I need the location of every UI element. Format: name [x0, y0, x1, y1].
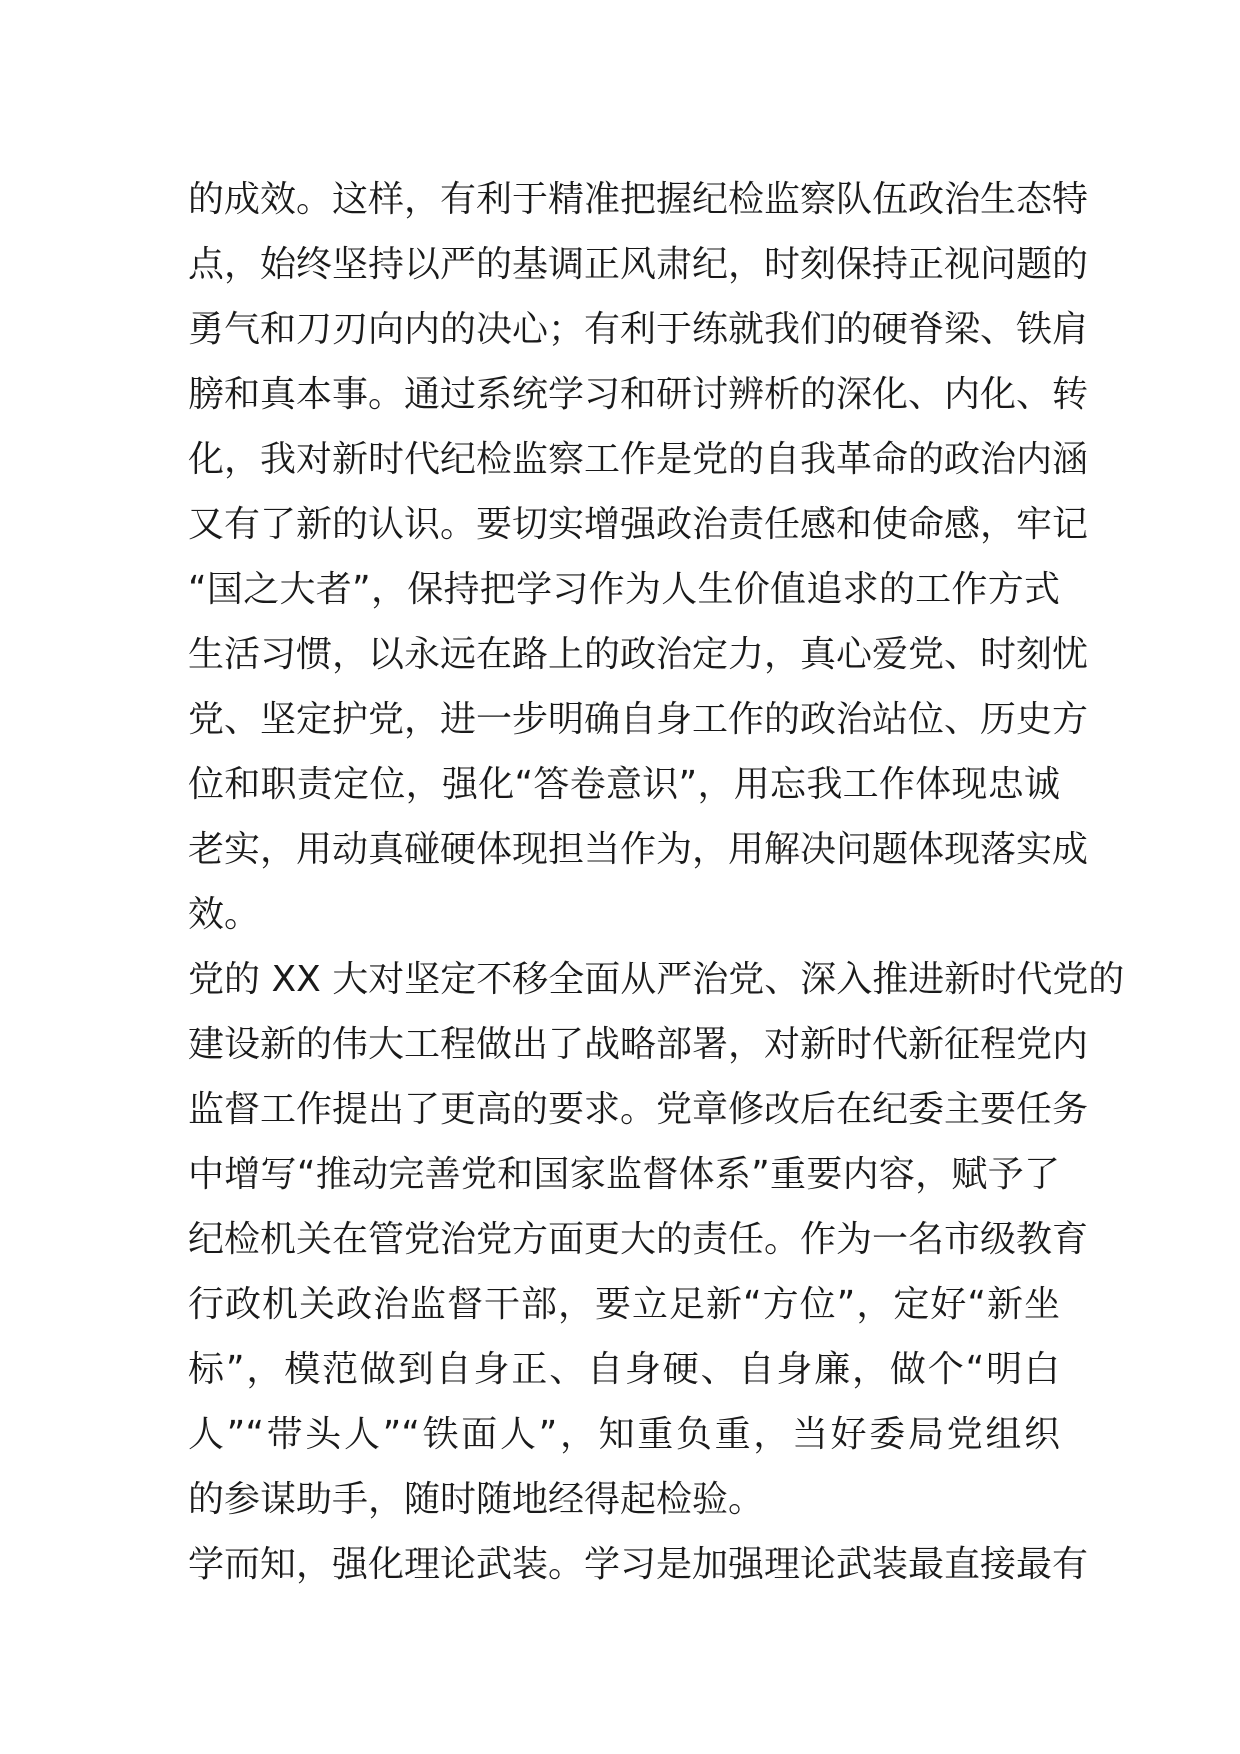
text-line: 膀和真本事。通过系统学习和研讨辨析的深化、内化、转: [188, 374, 1089, 415]
text-line: 生活习惯，以永远在路上的政治定力，真心爱党、时刻忧: [188, 634, 1089, 675]
text-line: 化，我对新时代纪检监察工作是党的自我革命的政治内涵: [188, 439, 1089, 480]
text-line: 党、坚定护党，进一步明确自身工作的政治站位、历史方: [188, 699, 1089, 740]
text-line: 党的 XX 大对坚定不移全面从严治党、深入推进新时代党的: [188, 959, 1125, 1000]
text-line: 建设新的伟大工程做出了战略部署，对新时代新征程党内: [188, 1024, 1089, 1065]
text-line: 监督工作提出了更高的要求。党章修改后在纪委主要任务: [188, 1089, 1089, 1130]
text-line: 点，始终坚持以严的基调正风肃纪，时刻保持正视问题的: [188, 244, 1089, 285]
text-line: 行政机关政治监督干部，要立足新“方位”，定好“新坐: [188, 1284, 1060, 1325]
text-line: 勇气和刀刃向内的决心；有利于练就我们的硬脊梁、铁肩: [188, 309, 1089, 350]
text-line: 老实，用动真碰硬体现担当作为，用解决问题体现落实成: [188, 829, 1089, 870]
text-line: 效。: [188, 894, 261, 935]
text-line: 纪检机关在管党治党方面更大的责任。作为一名市级教育: [188, 1219, 1089, 1260]
text-line: 位和职责定位，强化“答卷意识”，用忘我工作体现忠诚: [188, 764, 1060, 805]
text-line: “国之大者”，保持把学习作为人生价值追求的工作方式: [188, 569, 1060, 610]
text-line: 的成效。这样，有利于精准把握纪检监察队伍政治生态特: [188, 179, 1089, 220]
text-line: 学而知，强化理论武装。学习是加强理论武装最直接最有: [188, 1544, 1089, 1585]
text-line: 人”“带头人”“铁面人”，知重负重，当好委局党组织: [188, 1414, 1060, 1455]
text-line: 的参谋助手，随时随地经得起检验。: [188, 1479, 765, 1520]
text-line: 又有了新的认识。要切实增强政治责任感和使命感，牢记: [188, 504, 1089, 545]
text-line: 中增写“推动完善党和国家监督体系”重要内容，赋予了: [188, 1154, 1060, 1195]
text-line: 标”，模范做到自身正、自身硬、自身廉，做个“明白: [188, 1349, 1060, 1390]
body-text: [188, 167, 1125, 1597]
